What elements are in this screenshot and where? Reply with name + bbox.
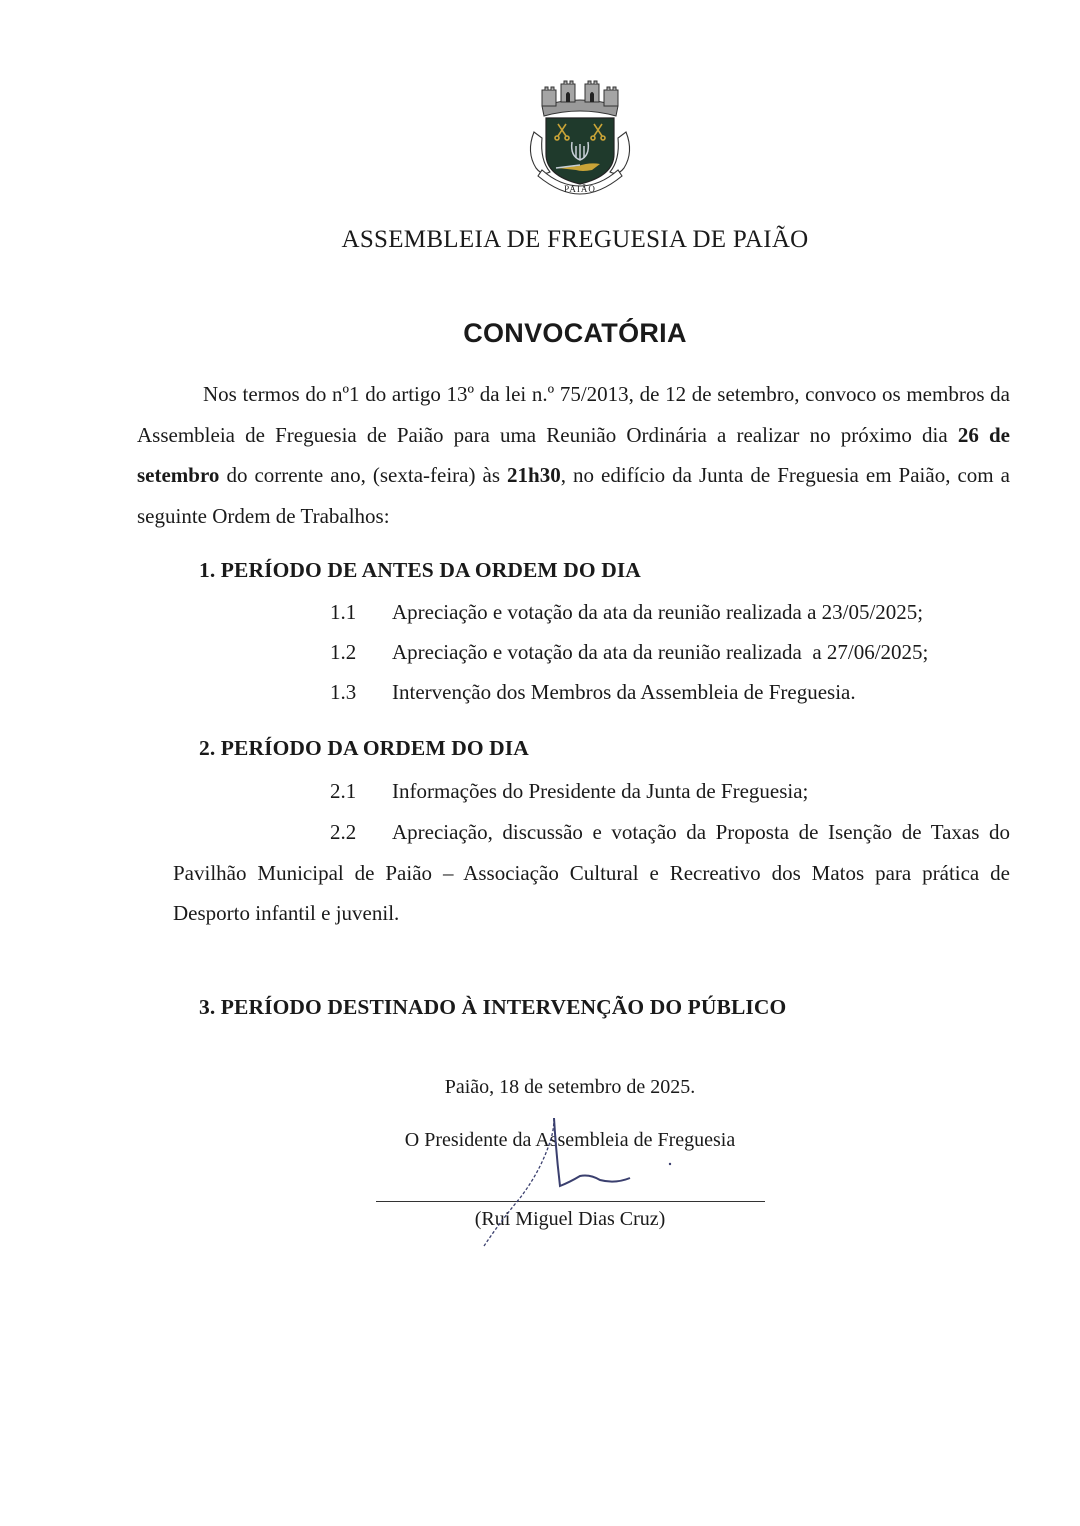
- signatory-role: O Presidente da Assembleia de Freguesia: [404, 1129, 736, 1151]
- place-and-date: Paião, 18 de setembro de 2025.: [444, 1076, 696, 1098]
- signatory-name: (Rui Miguel Dias Cruz): [474, 1208, 666, 1230]
- agenda-item-text: Apreciação e votação da ata da reunião realizada a 23/05/2025;: [392, 600, 924, 624]
- agenda-item-number: 1.3: [330, 680, 357, 704]
- agenda-item-text: Informações do Presidente da Junta de Freguesia;: [392, 779, 809, 803]
- section-heading-3: 3. PERÍODO DESTINADO À INTERVENÇÃO DO PÚBLICO: [199, 995, 787, 1019]
- meeting-time: 21h30: [507, 463, 561, 487]
- agenda-item: [330, 640, 928, 665]
- signature-dot: [669, 1163, 671, 1165]
- agenda-item: [330, 680, 856, 705]
- signature-line: [376, 1201, 765, 1202]
- agenda-item-text: Apreciação e votação da ata da reunião realizada a 27/06/2025;: [392, 640, 929, 664]
- section-heading-1: 1. PERÍODO DE ANTES DA ORDEM DO DIA: [199, 558, 641, 582]
- intro-paragraph: [137, 374, 1010, 536]
- agenda-item-text: Apreciação, discussão e votação da Proposta de Isenção de Taxas do Pavilhão Municipal de Paião – Associação Cultural e Recreativo dos Matos para prática de Desporto infantil e juvenil.: [173, 820, 1010, 925]
- agenda-item: [173, 812, 1010, 934]
- agenda-item: [330, 600, 923, 625]
- meeting-date: 26 de setembro: [137, 422, 1010, 487]
- organization-title: ASSEMBLEIA DE FREGUESIA DE PAIÃO: [341, 226, 809, 253]
- agenda-item-number: 1.1: [330, 600, 357, 624]
- agenda-item-number: 2.2: [330, 820, 357, 844]
- section-heading-2: 2. PERÍODO DA ORDEM DO DIA: [199, 736, 529, 760]
- intro-text-1: Nos termos do nº1 do artigo 13º da lei n.º 75/2013, de 12 de setembro, convoco os membros da Assembleia de Freguesia de Paião para uma Reunião Ordinária a realizar no próximo dia: [137, 382, 1010, 447]
- agenda-item-number: 1.2: [330, 640, 357, 664]
- crest-label: PAIÃO: [564, 184, 596, 194]
- intro-text-3: , no edifício da Junta de Freguesia em Paião, com a seguinte Ordem de Trabalhos:: [137, 463, 1010, 528]
- coat-of-arms-logo: [520, 72, 640, 198]
- agenda-item-number: 2.1: [330, 779, 357, 803]
- agenda-item-text: Intervenção dos Membros da Assembleia de Freguesia.: [392, 680, 856, 704]
- agenda-item: [330, 779, 808, 804]
- intro-text-2: do corrente ano, (sexta-feira) às: [219, 463, 508, 487]
- mural-crown-icon: [542, 81, 618, 116]
- document-title: CONVOCATÓRIA: [463, 318, 687, 348]
